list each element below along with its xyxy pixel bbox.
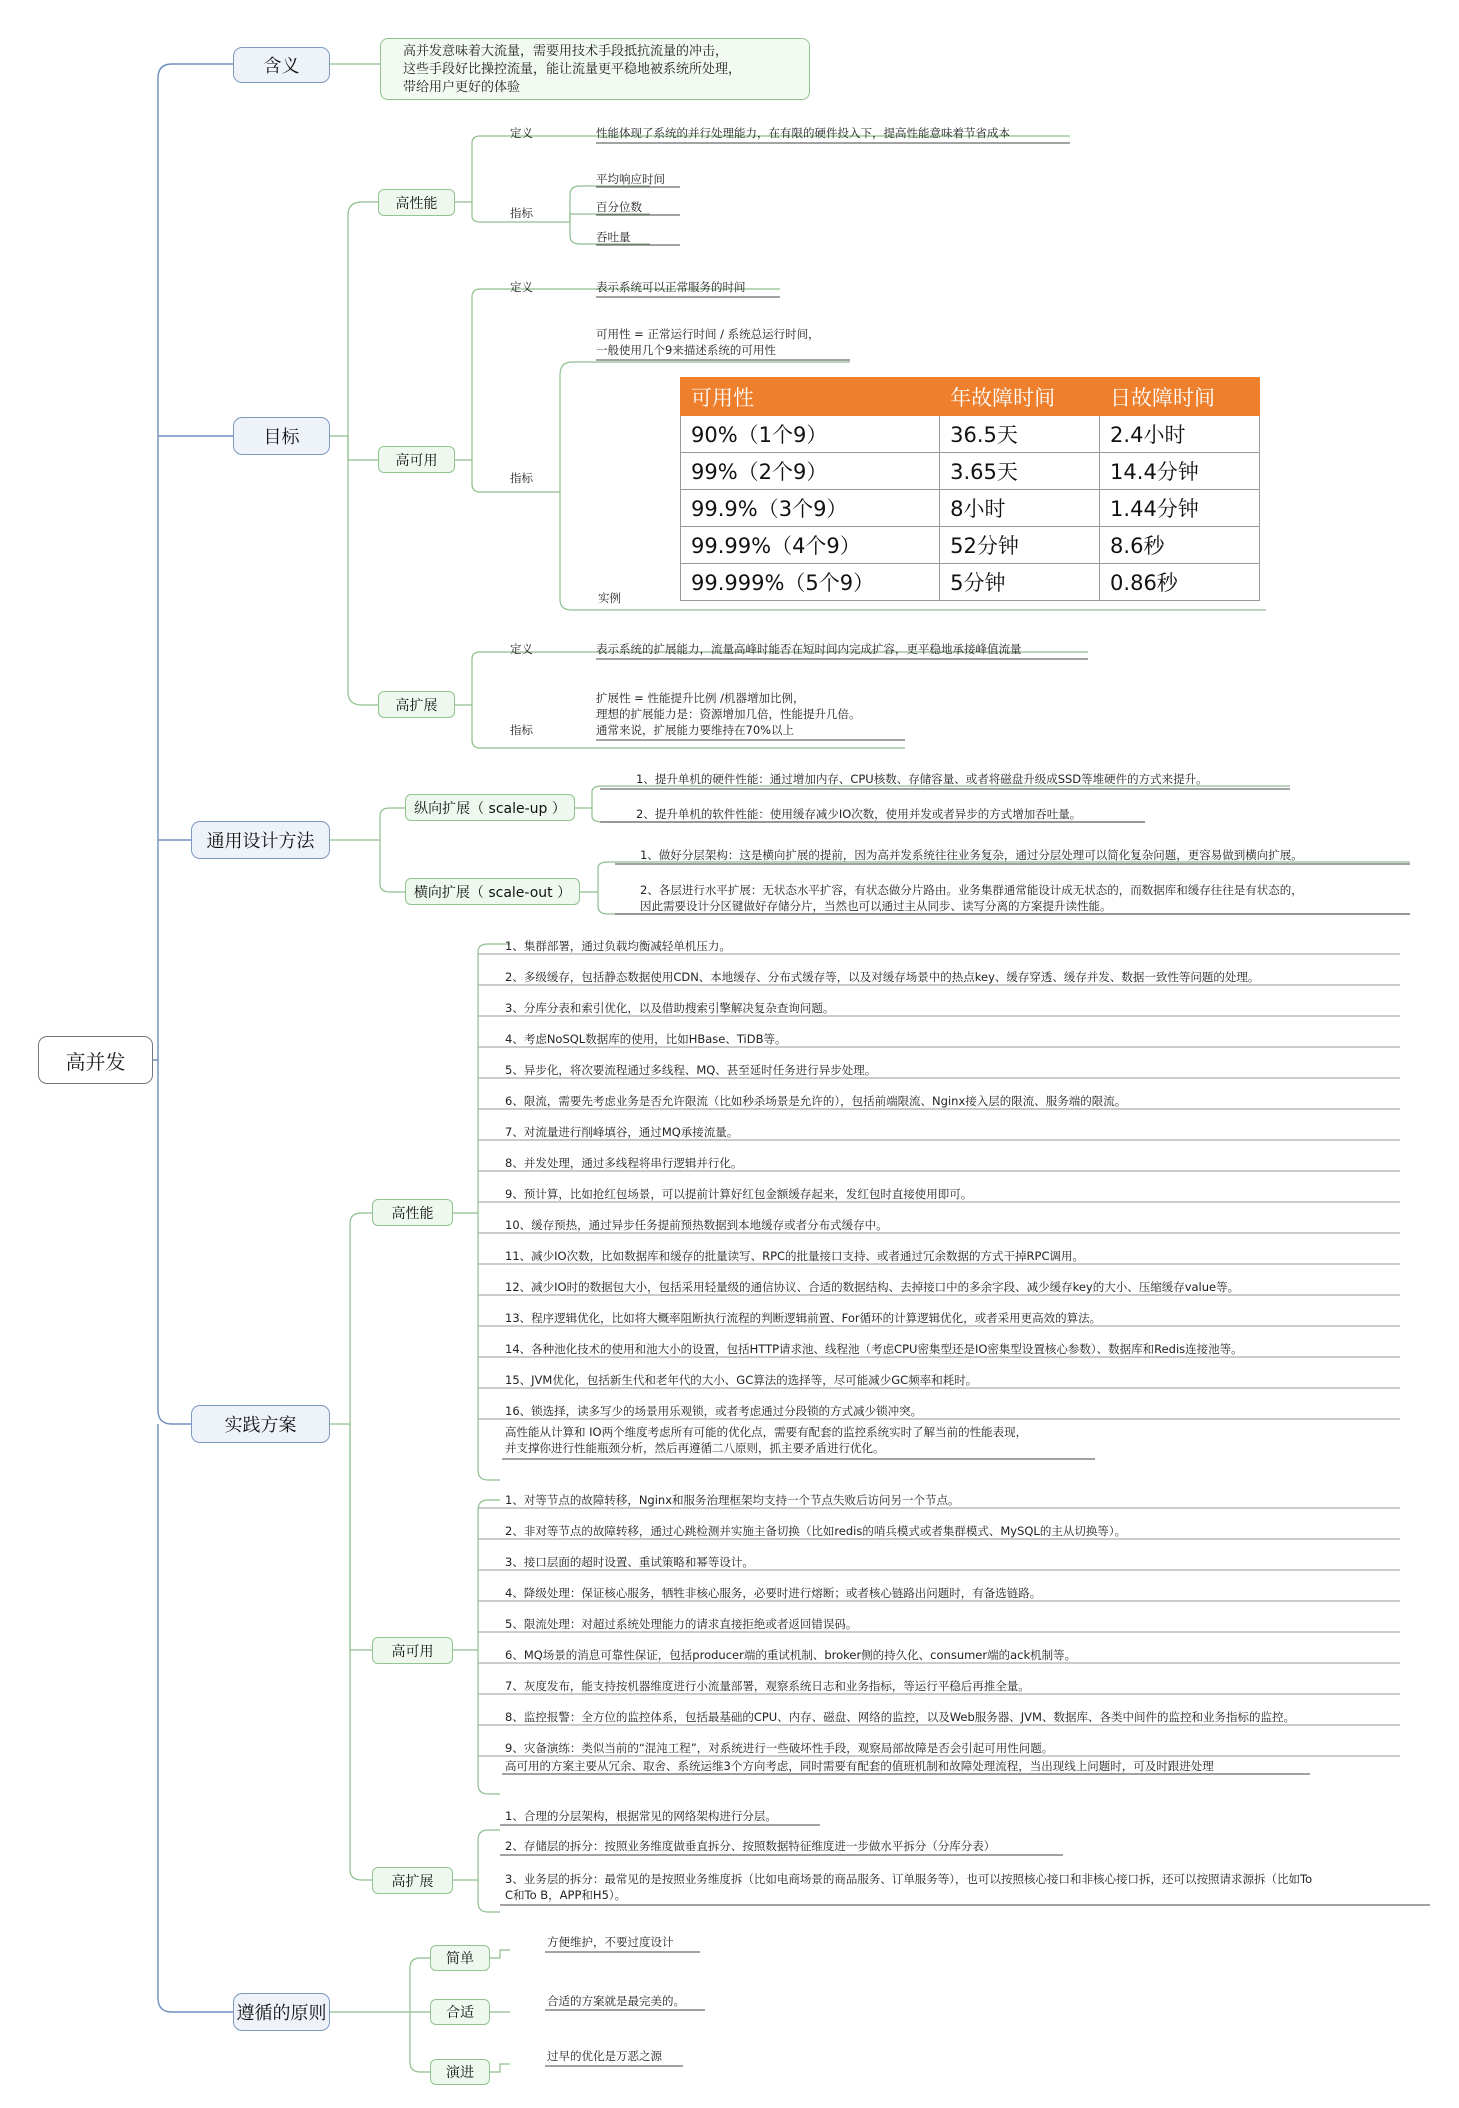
table-cell: 3.65天 [940, 453, 1100, 490]
method-scale-out[interactable]: 横向扩展（ scale-out ） [405, 878, 580, 905]
goal-high-scalability[interactable]: 高扩展 [378, 691, 455, 718]
root-node[interactable]: 高并发 [38, 1036, 153, 1084]
branch-design-methods[interactable]: 通用设计方法 [191, 821, 330, 859]
practice-hp-summary-1: 高性能从计算和 IO两个维度考虑所有可能的优化点，需要有配套的监控系统实时了解当前的性能表现， [505, 1425, 1028, 1439]
practice-hp-item: 3、分库分表和索引优化，以及借助搜索引擎解决复杂查询问题。 [505, 1001, 835, 1015]
principle-fit-text: 合适的方案就是最完美的。 [547, 1994, 685, 2008]
practice-ha-item: 8、监控报警：全方位的监控体系，包括最基础的CPU、内存、磁盘、网络的监控，以及Web服务器、JVM、数据库、各类中间件的监控和业务指标的监控。 [505, 1710, 1295, 1724]
branch-practice[interactable]: 实践方案 [191, 1405, 330, 1443]
table-cell: 5分钟 [940, 564, 1100, 601]
hs-def-text: 表示系统的扩展能力，流量高峰时能否在短时间内完成扩容，更平稳地承接峰值流量 [596, 642, 1022, 656]
practice-hp-summary-2: 并支撑你进行性能瓶颈分析，然后再遵循二八原则，抓主要矛盾进行优化。 [505, 1441, 885, 1455]
scale-out-item-2a: 2、各层进行水平扩展：无状态水平扩容，有状态做分片路由。业务集群通常能设计成无状态的，而数据库和缓存往往是有状态的， [640, 883, 1303, 897]
practice-hp-item: 12、减少IO时的数据包大小，包括采用轻量级的通信协议、合适的数据结构、去掉接口中的多余字段、减少缓存key的大小、压缩缓存value等。 [505, 1280, 1240, 1294]
method-scale-up[interactable]: 纵向扩展（ scale-up ） [405, 794, 575, 821]
table-header: 年故障时间 [940, 378, 1100, 416]
practice-ha-item: 2、非对等节点的故障转移，通过心跳检测并实施主备切换（比如redis的哨兵模式或者集群模式、MySQL的主从切换等）。 [505, 1524, 1127, 1538]
practice-ha-item: 1、对等节点的故障转移，Nginx和服务治理框架均支持一个节点失败后访问另一个节点。 [505, 1493, 960, 1507]
hp-metric-2: 百分位数 [596, 200, 642, 214]
hp-def-label: 定义 [510, 126, 533, 140]
practice-hp-item: 7、对流量进行削峰填谷，通过MQ承接流量。 [505, 1125, 739, 1139]
practice-hp-item: 1、集群部署，通过负载均衡减轻单机压力。 [505, 939, 731, 953]
ha-def-label: 定义 [510, 280, 533, 294]
table-cell: 99.999%（5个9） [681, 564, 940, 601]
practice-ha-item: 7、灰度发布，能支持按机器维度进行小流量部署，观察系统日志和业务指标，等运行平稳后再推全量。 [505, 1679, 1030, 1693]
principle-evolve-text: 过早的优化是万恶之源 [547, 2049, 662, 2063]
principle-simple-text: 方便维护，不要过度设计 [547, 1935, 674, 1949]
principle-fit[interactable]: 合适 [430, 1999, 490, 2025]
practice-hp-item: 2、多级缓存，包括静态数据使用CDN、本地缓存、分布式缓存等，以及对缓存场景中的热点key、缓存穿透、缓存并发、数据一致性等问题的处理。 [505, 970, 1260, 984]
table-header: 可用性 [681, 378, 940, 416]
principle-evolve[interactable]: 演进 [430, 2059, 490, 2085]
goal-high-performance[interactable]: 高性能 [378, 189, 455, 216]
table-cell: 8小时 [940, 490, 1100, 527]
practice-hp-item: 15、JVM优化，包括新生代和老年代的大小、GC算法的选择等，尽可能减少GC频率和耗时。 [505, 1373, 978, 1387]
ha-formula-2: 一般使用几个9来描述系统的可用性 [596, 343, 776, 357]
hp-def-text: 性能体现了系统的并行处理能力，在有限的硬件投入下，提高性能意味着节省成本 [596, 126, 1010, 140]
table-cell: 14.4分钟 [1100, 453, 1260, 490]
scale-up-item-2: 2、提升单机的软件性能：使用缓存减少IO次数，使用并发或者异步的方式增加吞吐量。 [636, 807, 1082, 821]
scale-up-item-1: 1、提升单机的硬件性能：通过增加内存、CPU核数、存储容量、或者将磁盘升级成SSD等堆硬件的方式来提升。 [636, 772, 1208, 786]
principle-simple[interactable]: 简单 [430, 1945, 490, 1971]
branch-meaning[interactable]: 含义 [233, 47, 330, 83]
ha-metric-label: 指标 [510, 471, 533, 485]
hs-metric-label: 指标 [510, 723, 533, 737]
table-cell: 99.9%（3个9） [681, 490, 940, 527]
hs-def-label: 定义 [510, 642, 533, 656]
table-cell: 36.5天 [940, 416, 1100, 453]
scale-out-item-1: 1、做好分层架构：这是横向扩展的提前，因为高并发系统往往业务复杂，通过分层处理可以简化复杂问题，更容易做到横向扩展。 [640, 848, 1303, 862]
table-cell: 0.86秒 [1100, 564, 1260, 601]
practice-high-availability[interactable]: 高可用 [372, 1637, 453, 1664]
ha-example-label: 实例 [598, 591, 621, 605]
practice-high-performance[interactable]: 高性能 [372, 1199, 453, 1226]
practice-hp-item: 4、考虑NoSQL数据库的使用，比如HBase、TiDB等。 [505, 1032, 787, 1046]
table-cell: 90%（1个9） [681, 416, 940, 453]
practice-ha-item: 6、MQ场景的消息可靠性保证，包括producer端的重试机制、broker侧的持久化、consumer端的ack机制等。 [505, 1648, 1077, 1662]
table-cell: 99%（2个9） [681, 453, 940, 490]
practice-ha-item: 3、接口层面的超时设置、重试策略和幂等设计。 [505, 1555, 754, 1569]
meaning-line-2: 这些手段好比操控流量，能让流量更平稳地被系统所处理， [403, 62, 742, 77]
hp-metric-3: 吞吐量 [596, 230, 631, 244]
table-header: 日故障时间 [1100, 378, 1260, 416]
practice-hp-item: 13、程序逻辑优化，比如将大概率阻断执行流程的判断逻辑前置、For循环的计算逻辑优化，或者采用更高效的算法。 [505, 1311, 1102, 1325]
hs-metric-2: 理想的扩展能力是：资源增加几倍，性能提升几倍。 [596, 707, 861, 721]
practice-hp-item: 16、锁选择，读多写少的场景用乐观锁，或者考虑通过分段锁的方式减少锁冲突。 [505, 1404, 923, 1418]
goal-high-availability[interactable]: 高可用 [378, 446, 455, 473]
table-cell: 52分钟 [940, 527, 1100, 564]
practice-ha-item: 9、灾备演练：类似当前的“混沌工程”，对系统进行一些破坏性手段，观察局部故障是否会引起可用性问题。 [505, 1741, 1054, 1755]
meaning-line-3: 带给用户更好的体验 [403, 80, 521, 95]
practice-hs-item-2: 2、存储层的拆分：按照业务维度做垂直拆分、按照数据特征维度进一步做水平拆分（分库分表） [505, 1839, 996, 1853]
practice-hp-item: 10、缓存预热，通过异步任务提前预热数据到本地缓存或者分布式缓存中。 [505, 1218, 888, 1232]
practice-hs-item-3b: C和To B，APP和H5）。 [505, 1888, 627, 1902]
hp-metric-1: 平均响应时间 [596, 172, 665, 186]
hs-metric-3: 通常来说，扩展能力要维持在70%以上 [596, 723, 795, 737]
practice-high-scalability[interactable]: 高扩展 [372, 1867, 453, 1894]
practice-hs-item-1: 1、合理的分层架构，根据常见的网络架构进行分层。 [505, 1809, 777, 1823]
branch-principles[interactable]: 遵循的原则 [233, 1993, 330, 2031]
table-cell: 1.44分钟 [1100, 490, 1260, 527]
practice-hp-item: 9、预计算，比如抢红包场景，可以提前计算好红包金额缓存起来，发红包时直接使用即可。 [505, 1187, 973, 1201]
ha-formula-1: 可用性 = 正常运行时间 / 系统总运行时间， [596, 327, 820, 341]
practice-ha-item: 4、降级处理：保证核心服务，牺牲非核心服务，必要时进行熔断；或者核心链路出问题时，有备选链路。 [505, 1586, 1042, 1600]
scale-out-item-2b: 因此需要设计分区键做好存储分片，当然也可以通过主从同步、读写分离的方案提升读性能。 [640, 899, 1112, 913]
meaning-line-1: 高并发意味着大流量，需要用技术手段抵抗流量的冲击， [403, 44, 729, 59]
practice-hp-item: 6、限流，需要先考虑业务是否允许限流（比如秒杀场景是允许的），包括前端限流、Nginx接入层的限流、服务端的限流。 [505, 1094, 1127, 1108]
table-cell: 8.6秒 [1100, 527, 1260, 564]
table-cell: 2.4小时 [1100, 416, 1260, 453]
table-cell: 99.99%（4个9） [681, 527, 940, 564]
practice-hp-item: 14、各种池化技术的使用和池大小的设置，包括HTTP请求池、线程池（考虑CPU密集型还是IO密集型设置核心参数）、数据库和Redis连接池等。 [505, 1342, 1243, 1356]
practice-ha-summary: 高可用的方案主要从冗余、取舍、系统运维3个方向考虑，同时需要有配套的值班机制和故障处理流程，当出现线上问题时，可及时跟进处理 [505, 1759, 1214, 1773]
practice-hp-item: 8、并发处理，通过多线程将串行逻辑并行化。 [505, 1156, 743, 1170]
practice-hs-item-3a: 3、业务层的拆分：最常见的是按照业务维度拆（比如电商场景的商品服务、订单服务等），也可以按照核心接口和非核心接口拆，还可以按照请求源拆（比如To [505, 1872, 1313, 1886]
practice-hp-item: 5、异步化，将次要流程通过多线程、MQ、甚至延时任务进行异步处理。 [505, 1063, 877, 1077]
practice-ha-item: 5、限流处理：对超过系统处理能力的请求直接拒绝或者返回错误码。 [505, 1617, 858, 1631]
branch-goals[interactable]: 目标 [233, 417, 330, 455]
ha-def-text: 表示系统可以正常服务的时间 [596, 280, 746, 294]
hs-metric-1: 扩展性 = 性能提升比例 /机器增加比例， [596, 691, 805, 705]
hp-metric-label: 指标 [510, 206, 533, 220]
practice-hp-item: 11、减少IO次数，比如数据库和缓存的批量读写、RPC的批量接口支持、或者通过冗余数据的方式干掉RPC调用。 [505, 1249, 1084, 1263]
